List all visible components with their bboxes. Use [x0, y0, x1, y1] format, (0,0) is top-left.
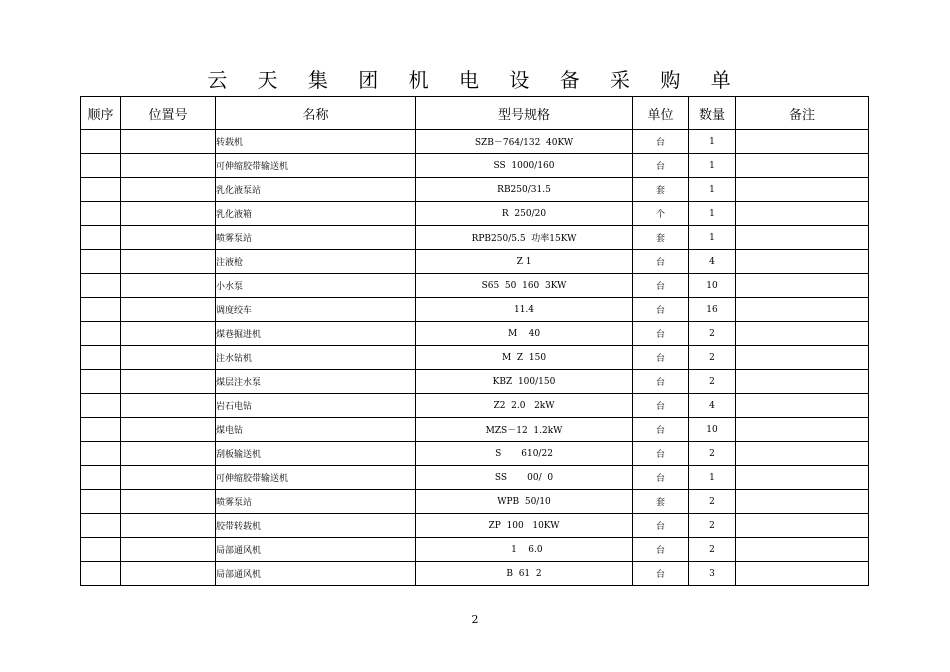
- table-row: [81, 298, 869, 322]
- cell-seq: [81, 370, 121, 394]
- cell-remarks: [736, 370, 869, 394]
- cell-model: M Z 150: [416, 346, 633, 370]
- cell-remarks: [736, 298, 869, 322]
- cell-seq: [81, 538, 121, 562]
- table-row: [81, 154, 869, 178]
- cell-unit: 台: [633, 322, 689, 346]
- cell-model: RB250/31.5: [416, 178, 633, 202]
- table-row: [81, 274, 869, 298]
- table-row: [81, 442, 869, 466]
- cell-seq: [81, 322, 121, 346]
- cell-model: M 40: [416, 322, 633, 346]
- cell-quantity: 10: [689, 274, 736, 298]
- cell-name: 调度绞车: [216, 298, 416, 322]
- cell-position: [121, 178, 216, 202]
- cell-name: 局部通风机: [216, 562, 416, 586]
- cell-unit: 台: [633, 562, 689, 586]
- table-row: [81, 202, 869, 226]
- cell-name: 可伸缩胶带输送机: [216, 466, 416, 490]
- cell-name: 可伸缩胶带输送机: [216, 154, 416, 178]
- table-header-row: [81, 97, 869, 130]
- cell-model: S 610/22: [416, 442, 633, 466]
- cell-quantity: 1: [689, 130, 736, 154]
- cell-position: [121, 514, 216, 538]
- cell-model: Z 1: [416, 250, 633, 274]
- cell-seq: [81, 178, 121, 202]
- cell-quantity: 2: [689, 538, 736, 562]
- cell-unit: 台: [633, 130, 689, 154]
- table-row: [81, 466, 869, 490]
- cell-quantity: 2: [689, 514, 736, 538]
- header-unit: 单位: [633, 97, 689, 130]
- cell-remarks: [736, 154, 869, 178]
- table-row: [81, 130, 869, 154]
- cell-remarks: [736, 394, 869, 418]
- cell-position: [121, 394, 216, 418]
- cell-position: [121, 154, 216, 178]
- cell-seq: [81, 130, 121, 154]
- cell-model: S65 50 160 3KW: [416, 274, 633, 298]
- cell-unit: 台: [633, 370, 689, 394]
- cell-position: [121, 370, 216, 394]
- cell-unit: 套: [633, 178, 689, 202]
- header-name: 名称: [216, 97, 416, 130]
- cell-name: 乳化液泵站: [216, 178, 416, 202]
- cell-name: 煤巷掘进机: [216, 322, 416, 346]
- cell-name: 喷雾泵站: [216, 490, 416, 514]
- header-position: 位置号: [121, 97, 216, 130]
- cell-position: [121, 202, 216, 226]
- cell-quantity: 4: [689, 250, 736, 274]
- cell-model: B 61 2: [416, 562, 633, 586]
- cell-quantity: 1: [689, 466, 736, 490]
- cell-seq: [81, 466, 121, 490]
- cell-position: [121, 346, 216, 370]
- cell-name: 煤电钻: [216, 418, 416, 442]
- table-row: [81, 394, 869, 418]
- cell-model: SS 00/ 0: [416, 466, 633, 490]
- cell-name: 煤层注水泵: [216, 370, 416, 394]
- cell-unit: 台: [633, 394, 689, 418]
- table-row: [81, 250, 869, 274]
- table-row: [81, 370, 869, 394]
- cell-quantity: 10: [689, 418, 736, 442]
- cell-remarks: [736, 418, 869, 442]
- cell-seq: [81, 298, 121, 322]
- cell-name: 注水钻机: [216, 346, 416, 370]
- cell-remarks: [736, 274, 869, 298]
- cell-remarks: [736, 346, 869, 370]
- cell-name: 小水泵: [216, 274, 416, 298]
- cell-unit: 台: [633, 466, 689, 490]
- cell-seq: [81, 202, 121, 226]
- cell-unit: 台: [633, 274, 689, 298]
- cell-unit: 台: [633, 298, 689, 322]
- cell-remarks: [736, 466, 869, 490]
- table-row: [81, 418, 869, 442]
- cell-position: [121, 274, 216, 298]
- cell-quantity: 2: [689, 370, 736, 394]
- cell-position: [121, 130, 216, 154]
- document-title: 云 天 集 团 机 电 设 备 采 购 单: [207, 68, 743, 92]
- cell-remarks: [736, 322, 869, 346]
- cell-quantity: 16: [689, 298, 736, 322]
- cell-seq: [81, 226, 121, 250]
- cell-unit: 台: [633, 346, 689, 370]
- cell-quantity: 2: [689, 490, 736, 514]
- cell-position: [121, 538, 216, 562]
- cell-model: R 250/20: [416, 202, 633, 226]
- header-model: 型号规格: [416, 97, 633, 130]
- cell-quantity: 1: [689, 226, 736, 250]
- table-row: [81, 562, 869, 586]
- cell-seq: [81, 562, 121, 586]
- cell-remarks: [736, 178, 869, 202]
- cell-remarks: [736, 202, 869, 226]
- cell-unit: 套: [633, 226, 689, 250]
- cell-quantity: 4: [689, 394, 736, 418]
- cell-quantity: 2: [689, 322, 736, 346]
- cell-seq: [81, 490, 121, 514]
- cell-remarks: [736, 442, 869, 466]
- procurement-table: [80, 96, 869, 586]
- cell-seq: [81, 346, 121, 370]
- cell-position: [121, 490, 216, 514]
- cell-position: [121, 466, 216, 490]
- cell-position: [121, 562, 216, 586]
- cell-seq: [81, 418, 121, 442]
- cell-remarks: [736, 490, 869, 514]
- cell-name: 刮板输送机: [216, 442, 416, 466]
- cell-name: 胶带转载机: [216, 514, 416, 538]
- cell-seq: [81, 394, 121, 418]
- cell-position: [121, 322, 216, 346]
- header-seq: 顺序: [81, 97, 121, 130]
- cell-remarks: [736, 562, 869, 586]
- header-remarks: 备注: [736, 97, 869, 130]
- page-number: 2: [471, 613, 479, 626]
- cell-unit: 台: [633, 154, 689, 178]
- table-body: [81, 130, 869, 586]
- cell-unit: 个: [633, 202, 689, 226]
- cell-quantity: 2: [689, 442, 736, 466]
- cell-model: ZP 100 10KW: [416, 514, 633, 538]
- cell-seq: [81, 250, 121, 274]
- cell-name: 岩石电钻: [216, 394, 416, 418]
- cell-seq: [81, 274, 121, 298]
- cell-position: [121, 418, 216, 442]
- cell-quantity: 1: [689, 178, 736, 202]
- table-row: [81, 490, 869, 514]
- cell-quantity: 2: [689, 346, 736, 370]
- cell-seq: [81, 442, 121, 466]
- cell-position: [121, 442, 216, 466]
- cell-name: 喷雾泵站: [216, 226, 416, 250]
- cell-remarks: [736, 226, 869, 250]
- table-row: [81, 514, 869, 538]
- cell-seq: [81, 154, 121, 178]
- cell-quantity: 1: [689, 154, 736, 178]
- cell-unit: 台: [633, 514, 689, 538]
- cell-model: 11.4: [416, 298, 633, 322]
- cell-unit: 台: [633, 250, 689, 274]
- cell-remarks: [736, 538, 869, 562]
- cell-unit: 台: [633, 538, 689, 562]
- cell-model: 1 6.0: [416, 538, 633, 562]
- cell-model: RPB250/5.5 功率15KW: [416, 226, 633, 250]
- cell-unit: 台: [633, 442, 689, 466]
- cell-model: SZB－764/132 40KW: [416, 130, 633, 154]
- cell-quantity: 3: [689, 562, 736, 586]
- cell-seq: [81, 514, 121, 538]
- cell-model: WPB 50/10: [416, 490, 633, 514]
- cell-position: [121, 226, 216, 250]
- cell-name: 注液枪: [216, 250, 416, 274]
- cell-name: 乳化液箱: [216, 202, 416, 226]
- cell-unit: 台: [633, 418, 689, 442]
- cell-model: Z2 2.0 2kW: [416, 394, 633, 418]
- cell-name: 局部通风机: [216, 538, 416, 562]
- header-quantity: 数量: [689, 97, 736, 130]
- cell-position: [121, 250, 216, 274]
- table-row: [81, 538, 869, 562]
- cell-position: [121, 298, 216, 322]
- cell-unit: 套: [633, 490, 689, 514]
- table-row: [81, 346, 869, 370]
- cell-quantity: 1: [689, 202, 736, 226]
- table-row: [81, 178, 869, 202]
- cell-name: 转载机: [216, 130, 416, 154]
- cell-model: SS 1000/160: [416, 154, 633, 178]
- table-row: [81, 226, 869, 250]
- cell-remarks: [736, 514, 869, 538]
- cell-remarks: [736, 130, 869, 154]
- table-row: [81, 322, 869, 346]
- cell-model: MZS－12 1.2kW: [416, 418, 633, 442]
- cell-model: KBZ 100/150: [416, 370, 633, 394]
- cell-remarks: [736, 250, 869, 274]
